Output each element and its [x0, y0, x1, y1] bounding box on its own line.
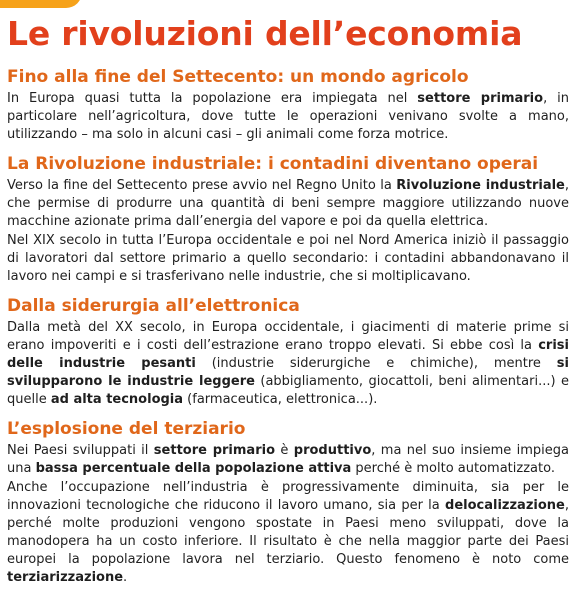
section-body — [7, 90, 569, 144]
bold-term: produttivo — [293, 443, 372, 459]
text-run: Nel XIX secolo in tutta l’Europa occidentale e poi nel Nord America iniziò il passaggio di lavoratori dal settore primario a quello secondario: i contadini abbandonavano il lavoro nei campi e si trasferivano nelle industrie, che si moltiplicavano. — [7, 232, 569, 284]
section-heading: Fino alla fine del Settecento: un mondo agricolo — [7, 67, 469, 87]
page-content — [7, 14, 569, 596]
bold-term: terziarizzazione — [7, 569, 124, 585]
bold-term: settore primario — [417, 91, 544, 106]
bold-term: settore primario — [153, 443, 276, 459]
text-run: , perché molte produzioni vengono spostate in Paesi meno sviluppati, dove la manodopera ha un costo inferiore. Il risultato è che nella maggior parte dei Paesi europei la popolazione lavora nel terziario. Questo fenomeno è noto come — [7, 497, 569, 567]
text-run: perché è molto automatizzato. — [351, 461, 555, 477]
section-industrial-revolution — [7, 153, 569, 286]
text-run: Nei Paesi sviluppati il — [7, 443, 154, 459]
bold-term: Rivoluzione industriale — [396, 178, 565, 194]
section-heading: Dalla siderurgia all’elettronica — [7, 295, 300, 316]
text-run: . — [123, 569, 128, 585]
bold-term: delocalizzazione — [445, 497, 565, 513]
page-title: Le rivoluzioni dell’economia — [7, 14, 523, 53]
paragraph — [7, 479, 569, 588]
text-run: (industrie siderurgiche e chimiche), mentre — [195, 356, 557, 372]
bold-term: crisi delle industrie pesanti — [7, 337, 569, 372]
text-run: Anche l’occupazione nell’industria è progressivamente diminuita, sia per le innovazioni tecnologiche che riducono il lavoro umano, sia per la — [7, 479, 569, 513]
section-tertiary-explosion — [7, 418, 569, 587]
text-run: è — [275, 443, 294, 459]
section-steel-to-electronics — [7, 295, 569, 409]
text-run: Verso la fine del Settecento prese avvio nel Regno Unito la — [7, 178, 397, 194]
text-run: , in particolare nell’agricoltura, dove tutte le operazioni venivano svolte a mano, utilizzando – ma solo in alcuni casi – gli animali come forza motrice. — [7, 91, 569, 143]
paragraph — [7, 177, 569, 231]
paragraph — [7, 90, 569, 144]
text-run: , che permise di produrre una quantità di beni sempre maggiore utilizzando nuove macchine azionate prima dall’energia del vapore e poi da quella elettrica. — [7, 178, 569, 230]
paragraph — [7, 319, 569, 409]
text-run: Dalla metà del XX secolo, in Europa occidentale, i giacimenti di materie prime si erano impoveriti e i costi dell’estrazione erano troppo elevati. Si ebbe così la — [7, 319, 569, 353]
text-run: , ma nel suo insieme impiega una — [7, 443, 570, 477]
text-run: (farmaceutica, elettronica...). — [183, 392, 378, 408]
corner-tab-decoration — [0, 0, 82, 8]
bold-term: ad alta tecnologia — [50, 392, 184, 408]
text-run: (abbigliamento, giocattoli, beni alimentari...) e quelle — [7, 374, 569, 408]
text-run: In Europa quasi tutta la popolazione era impiegata nel — [7, 91, 418, 106]
paragraph — [7, 442, 569, 478]
bold-term: si svilupparono le industrie leggere — [7, 356, 569, 390]
paragraph — [7, 232, 569, 286]
section-agricultural-world — [7, 66, 569, 144]
section-body — [7, 177, 569, 286]
section-body — [7, 442, 569, 587]
section-heading: L’esplosione del terziario — [7, 419, 246, 440]
bold-term: bassa percentuale della popolazione attiva — [35, 461, 352, 477]
section-body — [7, 319, 569, 409]
section-heading: La Rivoluzione industriale: i contadini diventano operai — [7, 154, 539, 175]
